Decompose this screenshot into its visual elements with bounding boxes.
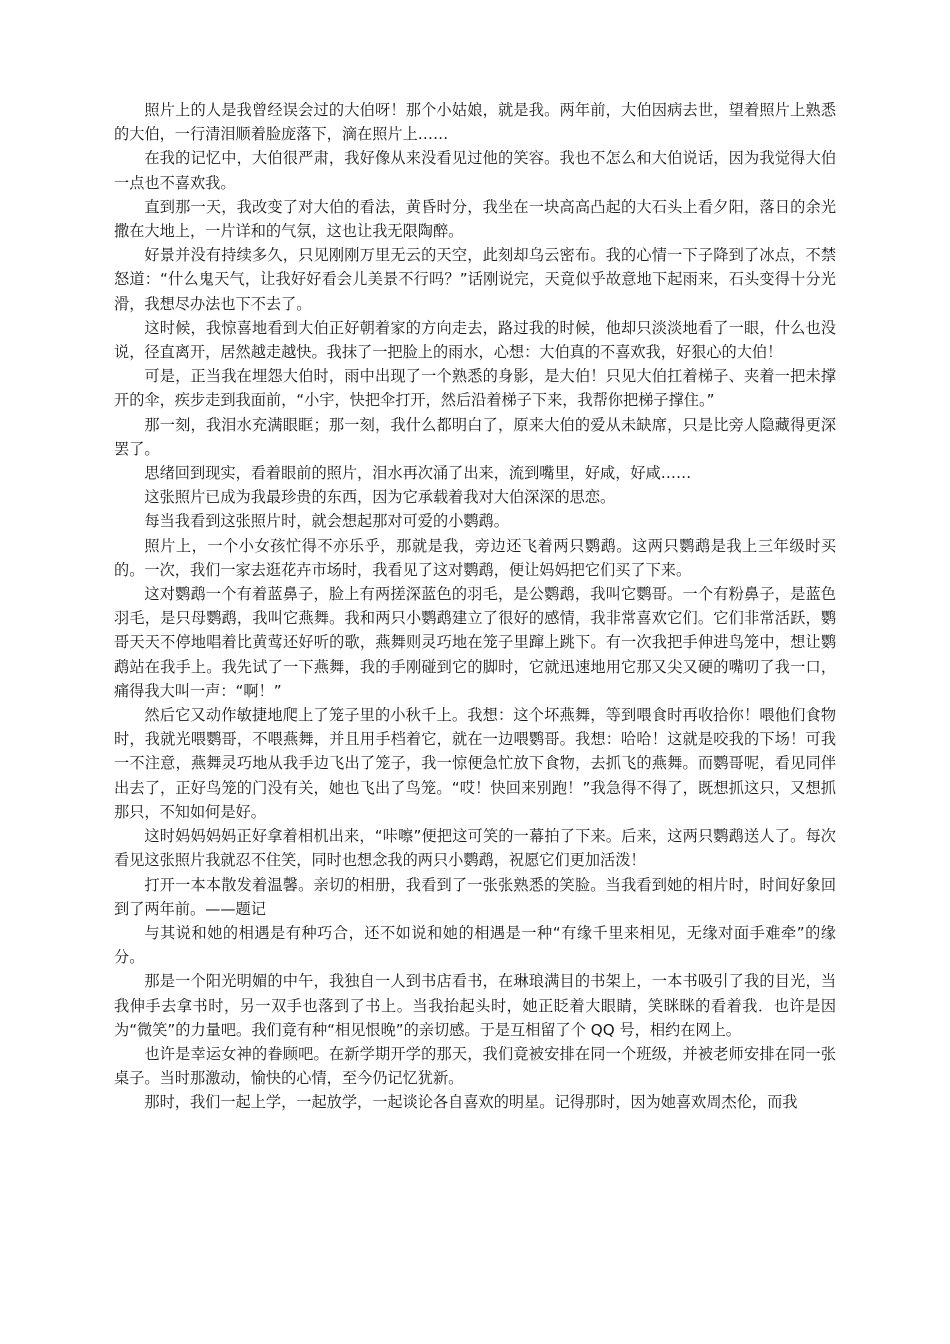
paragraph: 这时妈妈妈妈正好拿着相机出来，“咔嚓”便把这可笑的一幕拍了下来。后来，这两只鹦鹉送人了。每次看见这张照片我就忍不住笑，同时也想念我的两只小鹦鹉，祝愿它们更加活泼！ bbox=[114, 827, 836, 870]
paragraph: 照片上的人是我曾经误会过的大伯呀！那个小姑娘，就是我。两年前，大伯因病去世，望着照片上熟悉的大伯，一行清泪顺着脸庞落下，滴在照片上…… bbox=[114, 101, 836, 144]
paragraph: 在我的记忆中，大伯很严肃，我好像从来没看见过他的笑容。我也不怎么和大伯说话，因为我觉得大伯一点也不喜欢我。 bbox=[114, 149, 836, 192]
paragraph: 这张照片已成为我最珍贵的东西，因为它承载着我对大伯深深的思恋。 bbox=[144, 488, 616, 507]
paragraph: 那是一个阳光明媚的中午，我独自一人到书店看书，在琳琅满目的书架上，一本书吸引了我的目光，当我伸手去拿书时，另一双手也落到了书上。当我抬起头时，她正眨着大眼睛，笑眯眯的看着我．也许是因为“微笑”的力量吧。我们竟有种“相见恨晚”的亲切感。于是互相留了个 QQ 号，相约在网上。 bbox=[114, 972, 836, 1039]
paragraph: 照片上，一个小女孩忙得不亦乐乎，那就是我，旁边还飞着两只鹦鹉。这两只鹦鹉是我上三年级时买的。一次，我们一家去逛花卉市场时，我看见了这对鹦鹉，便让妈妈把它们买了下来。 bbox=[114, 536, 836, 579]
paragraph: 可是，正当我在埋怨大伯时，雨中出现了一个熟悉的身影，是大伯！只见大伯扛着梯子、夹着一把未撑开的伞，疾步走到我面前，“小宇，快把伞打开，然后沿着梯子下来，我帮你把梯子撑住。” bbox=[114, 367, 836, 410]
paragraph: 这对鹦鹉一个有着蓝鼻子，脸上有两搓深蓝色的羽毛，是公鹦鹉，我叫它鹦哥。一个有粉鼻子，是蓝色羽毛，是只母鹦鹉，我叫它燕舞。我和两只小鹦鹉建立了很好的感情，我非常喜欢它们。它们非常活跃，鹦哥天天不停地唱着比黄莺还好听的歌，燕舞则灵巧地在笼子里蹿上跳下。有一次我把手伸进鸟笼中，想让鹦鹉站在我手上。我先试了一下燕舞，我的手刚碰到它的脚时，它就迅速地用它那又尖又硬的嘴叨了我一口，痛得我大叫一声：“啊！” bbox=[114, 585, 836, 700]
paragraph: 好景并没有持续多久，只见刚刚万里无云的天空，此刻却乌云密布。我的心情一下子降到了冰点，不禁怒道：“什么鬼天气，让我好好看会儿美景不行吗？”话刚说完，天竟似乎故意地下起雨来，石头变得十分光滑，我想尽办法也下不去了。 bbox=[114, 246, 836, 313]
paragraph: 与其说和她的相遇是有种巧合，还不如说和她的相遇是一种“有缘千里来相见，无缘对面手难牵”的缘分。 bbox=[114, 923, 836, 967]
paragraph: 打开一本本散发着温馨。亲切的相册，我看到了一张张熟悉的笑脸。当我看到她的相片时，时间好象回到了两年前。——题记 bbox=[114, 875, 836, 918]
paragraph: 然后它又动作敏捷地爬上了笼子里的小秋千上。我想：这个坏燕舞，等到喂食时再收拾你！喂他们食物时，我就光喂鹦哥，不喂燕舞，并且用手档着它，就在一边喂鹦哥。我想：哈哈！这就是咬我的下场！可我一不注意，燕舞灵巧地从我手边飞出了笼子，我一惊便急忙放下食物，去抓飞的燕舞。而鹦哥呢，看见同伴出去了，正好鸟笼的门没有关，她也飞出了鸟笼。“哎！快回来别跑！”我急得不得了，既想抓这只，又想抓那只，不知如何是好。 bbox=[114, 706, 836, 821]
paragraph: 直到那一天，我改变了对大伯的看法，黄昏时分，我坐在一块高高凸起的大石头上看夕阳，落日的余光撒在大地上，一片详和的气氛，这也让我无限陶醉。 bbox=[114, 197, 836, 241]
paragraph: 每当我看到这张照片时，就会想起那对可爱的小鹦鹉。 bbox=[144, 512, 509, 531]
paragraph: 那一刻，我泪水充满眼眶；那一刻，我什么都明白了，原来大伯的爱从未缺席，只是比旁人隐藏得更深罢了。 bbox=[114, 415, 836, 458]
document-body bbox=[114, 98, 836, 1115]
paragraph: 那时，我们一起上学，一起放学，一起谈论各自喜欢的明星。记得那时，因为她喜欢周杰伦，而我 bbox=[144, 1093, 798, 1112]
paragraph: 这时候，我惊喜地看到大伯正好朝着家的方向走去，路过我的时候，他却只淡淡地看了一眼，什么也没说，径直离开，居然越走越快。我抹了一把脸上的雨水，心想：大伯真的不喜欢我，好狠心的大伯！ bbox=[114, 318, 836, 362]
paragraph: 也许是幸运女神的眷顾吧。在新学期开学的那天，我们竟被安排在同一个班级，并被老师安排在同一张桌子。当时那激动，愉快的心情，至今仍记忆犹新。 bbox=[114, 1044, 836, 1088]
paragraph: 思绪回到现实，看着眼前的照片，泪水再次涌了出来，流到嘴里，好咸，好咸…… bbox=[144, 464, 692, 483]
